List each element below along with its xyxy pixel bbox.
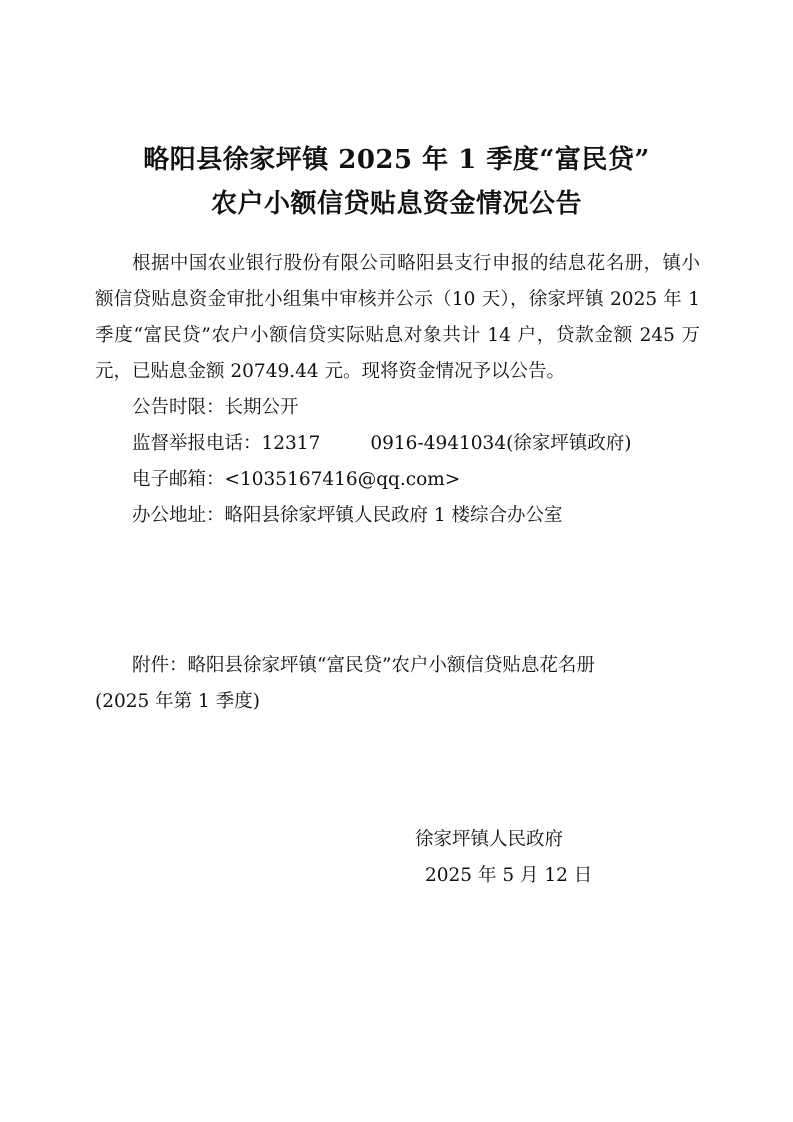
- email-line: 电子邮箱：<1035167416@qq.com>: [132, 469, 461, 490]
- signatory: 徐家坪镇人民政府: [415, 829, 564, 850]
- title-line-2: 农户小额信贷贴息资金情况公告: [210, 189, 582, 219]
- document-body: [95, 246, 700, 534]
- document-title: [70, 138, 723, 226]
- signature-block: [405, 822, 705, 894]
- attachment-line-2: (2025 年第 1 季度): [95, 691, 260, 712]
- issue-date: 2025 年 5 月 12 日: [425, 865, 593, 886]
- title-line-1: 略阳县徐家坪镇 2025 年 1 季度“富民贷”: [143, 145, 650, 175]
- hotline-label: 监督举报电话：12317: [132, 433, 321, 454]
- hotline-second: 0916-4941034(徐家坪镇政府): [370, 433, 632, 454]
- hotline-line: [95, 426, 700, 462]
- main-paragraph: 根据中国农业银行股份有限公司略阳县支行申报的结息花名册，镇小额信贷贴息资金审批小组集中审核并公示（10 天），徐家坪镇 2025 年 1 季度“富民贷”农户小额信贷实际贴息对象共计 14 户，贷款金额 245 万元，已贴息金额 20749.44 元。现将资金情况予以公告。: [95, 253, 700, 382]
- attachment-line-1: 附件：略阳县徐家坪镇“富民贷”农户小额信贷贴息花名册: [132, 655, 595, 676]
- attachment-note: [95, 648, 700, 720]
- address-line: 办公地址：略阳县徐家坪镇人民政府 1 楼综合办公室: [132, 505, 563, 526]
- notice-period: 公告时限：长期公开: [132, 397, 299, 418]
